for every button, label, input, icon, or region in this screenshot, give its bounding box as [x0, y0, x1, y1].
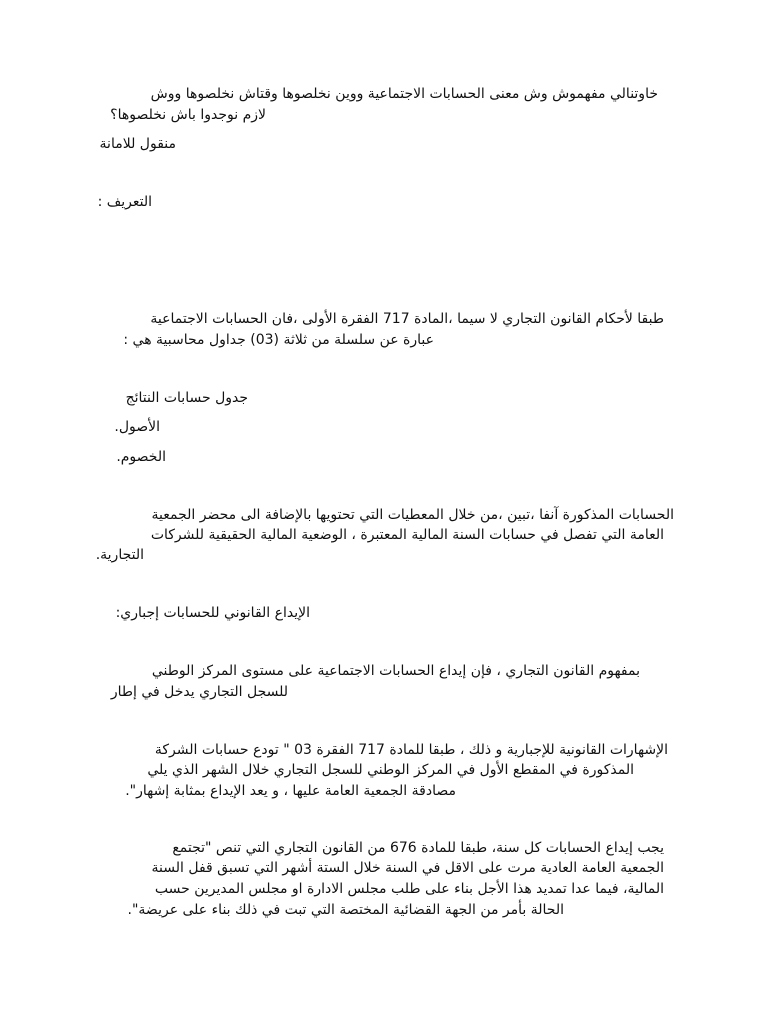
publicity-line-2: المذكورة في المقطع الأول في المركز الوطني للسجل التجاري خلال الشهر الذي يلي	[147, 762, 634, 778]
accounts-line-2: العامة التي تفصل في حسابات السنة المالية المعتبرة ، الوضعية المالية الحقيقية للشركات	[150, 527, 664, 543]
accounts-line-1: الحسابات المذكورة آنفا ،تبين ،من خلال المعطيات التي تحتويها بالإضافة الى محضر الجمعية	[151, 507, 674, 523]
annual-line-3: المالية، فيما عدا تمديد هذا الأجل بناء على طلب مجلس الادارة او مجلس المديرين حسب	[154, 881, 664, 897]
definition-heading: التعريف :	[97, 194, 152, 210]
intro-line-1: خاوتنالي مفهموش وش معنى الحسابات الاجتماعية ووين نخلصوها وقتاش نخلصوها ووش	[150, 86, 658, 102]
legal-deposit-heading: الإيداع القانوني للحسابات إجباري:	[115, 605, 310, 621]
list-item: الخصوم.	[116, 449, 166, 465]
legal-deposit-line-2: للسجل التجاري يدخل في إطار	[110, 684, 288, 700]
list-item: جدول حسابات النتائج	[125, 390, 248, 406]
accounts-line-3: التجارية.	[95, 547, 144, 563]
list-item: الأصول.	[114, 419, 160, 435]
annual-line-2: الجمعية العامة العادية مرت على الاقل في السنة خلال الستة أشهر التي تسبق قفل السنة	[151, 860, 664, 876]
annual-line-1: يجب إيداع الحسابات كل سنة، طبقا للمادة 676 من القانون التجاري التي تنص "تجتمع	[172, 840, 664, 856]
annual-line-4: الحالة بأمر من الجهة القضائية المختصة التي تبت في ذلك بناء على عريضة".	[127, 902, 564, 918]
legal-deposit-line-1: بمفهوم القانون التجاري ، فإن إيداع الحسابات الاجتماعية على مستوى المركز الوطني	[151, 663, 640, 679]
source-note: منقول للامانة	[99, 136, 176, 152]
definition-line-2: عبارة عن سلسلة من ثلاثة (03) جداول محاسبية هي :	[123, 332, 434, 348]
publicity-line-3: مصادقة الجمعية العامة عليها ، و يعد الإيداع بمثابة إشهار".	[125, 783, 456, 799]
intro-line-2: لازم نوجدوا باش نخلصوها؟	[110, 107, 266, 123]
publicity-line-1: الإشهارات القانونية للإجبارية و ذلك ، طبقا للمادة 717 الفقرة 03 " تودع حسابات الشركة	[154, 742, 668, 758]
definition-line-1: طبقا لأحكام القانون التجاري لا سيما ،المادة 717 الفقرة الأولى ،فان الحسابات الاجتماعية	[150, 311, 664, 327]
